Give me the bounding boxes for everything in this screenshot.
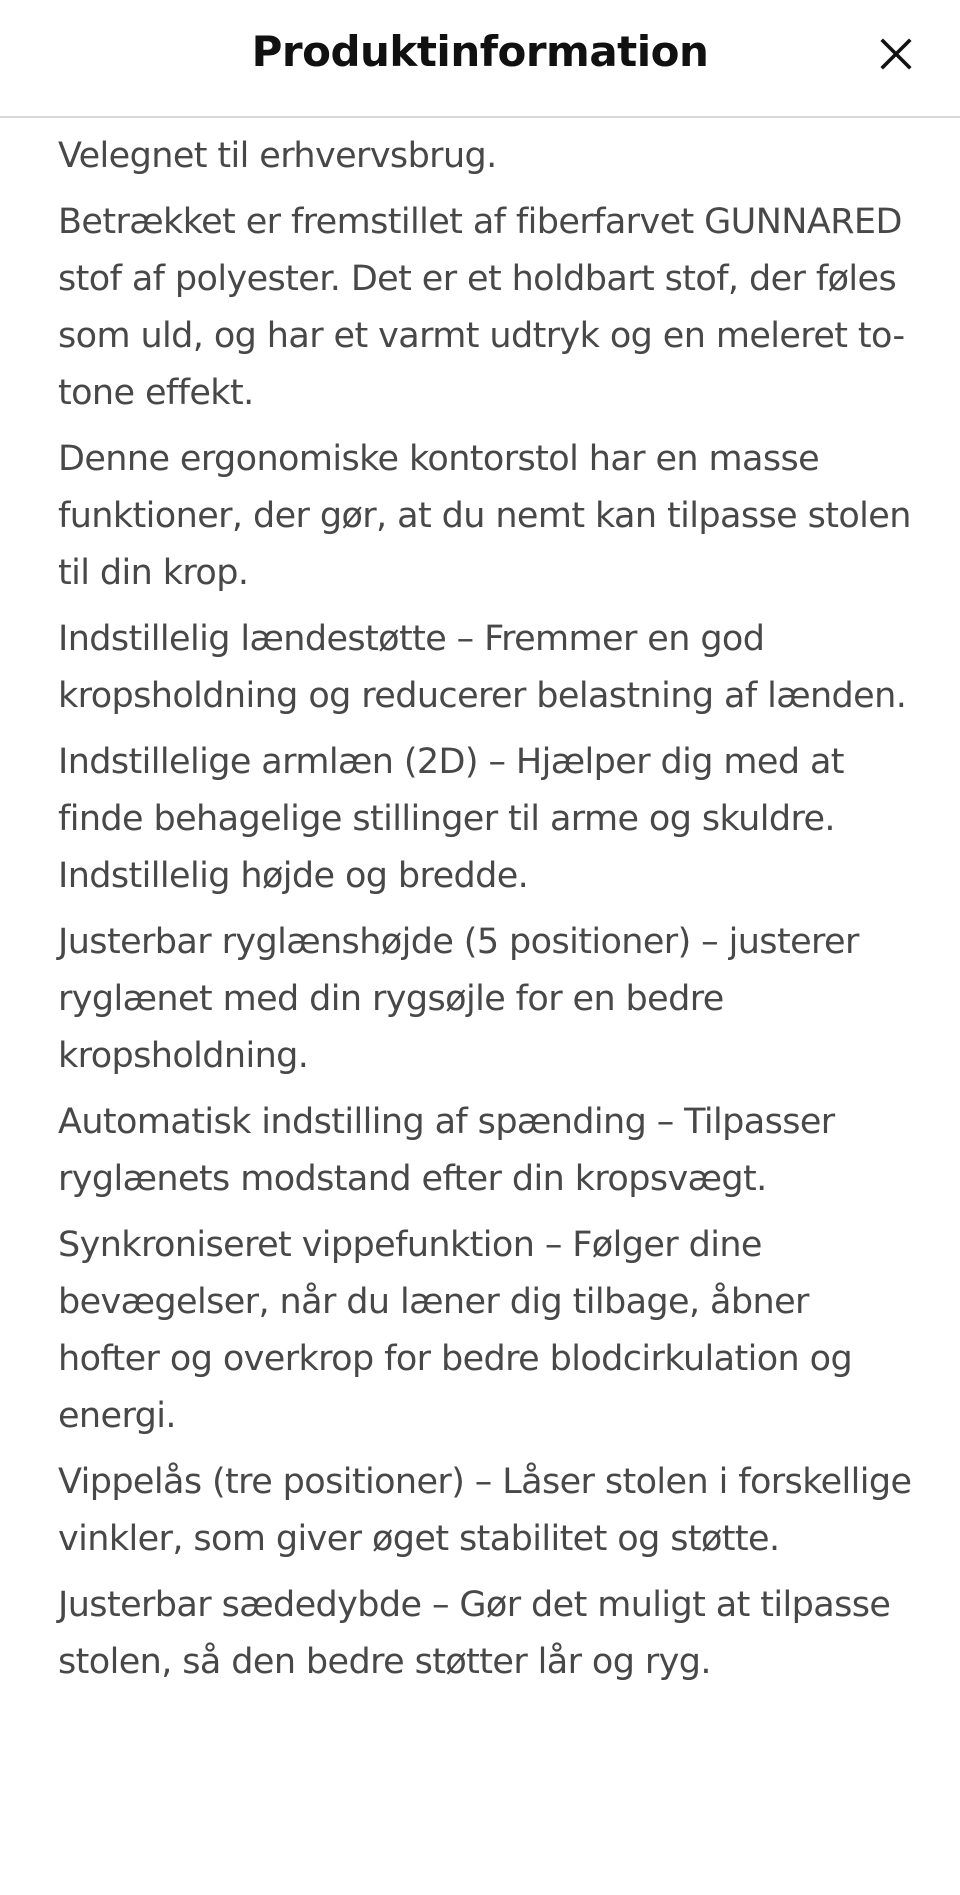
page-title: Produktinformation [251, 27, 709, 76]
paragraph-auto-tension: Automatisk indstilling af spænding – Tilpasser ryglænets modstand efter din kropsvægt. [58, 1102, 835, 1199]
paragraph-armrests: Indstillelige armlæn (2D) – Hjælper dig med at finde behagelige stillinger til arme og skuldre. Indstillelig højde og bredde. [58, 742, 844, 896]
paragraph-backrest-height: Justerbar ryglænshøjde (5 positioner) – justerer ryglænet med din rygsøjle for en bedre kropsholdning. [58, 922, 859, 1076]
paragraph-professional-use: Velegnet til erhvervsbrug. [58, 136, 497, 176]
product-info-content[interactable] [58, 128, 918, 1700]
paragraph-ergonomic-intro: Denne ergonomiske kontorstol har en masse funktioner, der gør, at du nemt kan tilpasse stolen til din krop. [58, 439, 911, 593]
paragraph-synchro-tilt: Synkroniseret vippefunktion – Følger dine bevægelser, når du læner dig tilbage, åbner hofter og overkrop for bedre blodcirkulation og energi. [58, 1225, 853, 1436]
paragraph-cover-material: Betrækket er fremstillet af fiberfarvet GUNNARED stof af polyester. Det er et holdbart stof, der føles som uld, og har et varmt udtryk og en meleret to-tone effekt. [58, 202, 905, 413]
modal-header [0, 0, 960, 118]
close-button[interactable] [868, 26, 924, 82]
close-icon [879, 37, 913, 71]
paragraph-seat-depth: Justerbar sædedybde – Gør det muligt at tilpasse stolen, så den bedre støtter lår og ryg. [58, 1585, 891, 1682]
paragraph-lumbar-support: Indstillelig lændestøtte – Fremmer en god kropsholdning og reducerer belastning af lænden. [58, 619, 907, 716]
paragraph-tilt-lock: Vippelås (tre positioner) – Låser stolen i forskellige vinkler, som giver øget stabilitet og støtte. [58, 1462, 912, 1559]
